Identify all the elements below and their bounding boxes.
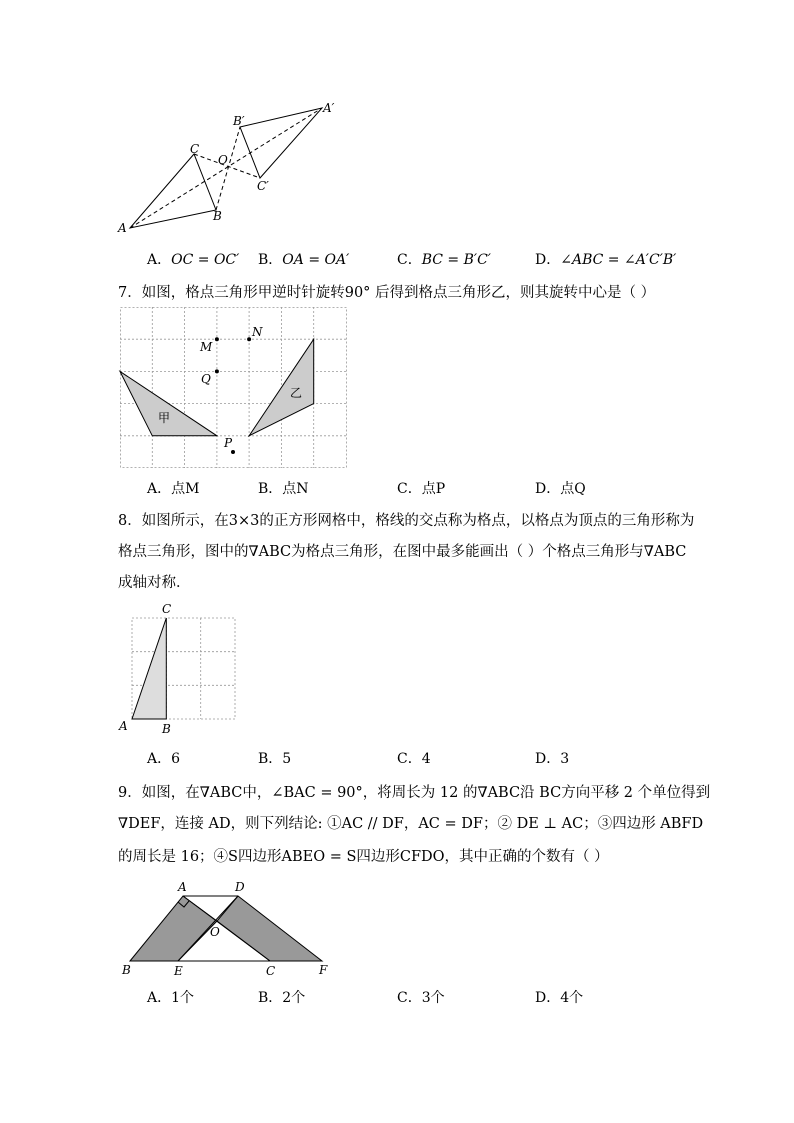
point-q bbox=[215, 369, 219, 373]
q6-options bbox=[147, 249, 767, 271]
q6-option-d[interactable]: D．∠ABC = ∠A′C′B′ bbox=[535, 252, 677, 268]
q7-figure bbox=[120, 307, 350, 469]
triangle-yi bbox=[249, 339, 314, 436]
label-b: B bbox=[162, 722, 171, 736]
point-m bbox=[215, 337, 219, 341]
q8-option-b[interactable]: B．5 bbox=[258, 751, 292, 767]
q8-figure bbox=[116, 598, 241, 738]
label-c: C bbox=[190, 142, 200, 156]
label-m: M bbox=[200, 340, 213, 354]
q9-option-c[interactable]: C．3个 bbox=[397, 990, 445, 1006]
q9-option-d[interactable]: D．4个 bbox=[535, 990, 584, 1006]
q6-option-b[interactable]: B．OA = OA′ bbox=[258, 252, 350, 268]
q6-option-c[interactable]: C．BC = B′C′ bbox=[397, 252, 491, 268]
q7-option-b[interactable]: B．点N bbox=[258, 481, 309, 497]
q9-option-a[interactable]: A．1个 bbox=[147, 990, 195, 1006]
q9-stem-line-2: ∇DEF，连接 AD，则下列结论: ①AC // DF，AC = DF；② DE ⊥ AC；③四边形 ABFD bbox=[118, 816, 704, 832]
label-a: A bbox=[118, 221, 127, 235]
label-e: E bbox=[174, 964, 183, 978]
q7-option-a[interactable]: A．点M bbox=[147, 481, 200, 497]
label-a1: A′ bbox=[323, 101, 335, 115]
label-a: A bbox=[178, 880, 187, 894]
q8-option-c[interactable]: C．4 bbox=[397, 751, 431, 767]
q9-stem-line-1: 9．如图，在∇ABC中，∠BAC = 90°，将周长为 12 的∇ABC沿 BC方向平移 2 个单位得到 bbox=[118, 785, 711, 801]
triangle-abc bbox=[132, 618, 166, 719]
q6-figure bbox=[110, 98, 350, 238]
q8-option-a[interactable]: A．6 bbox=[147, 751, 181, 767]
label-b: B bbox=[213, 209, 222, 223]
q7-stem: 7．如图，格点三角形甲逆时针旋转90° 后得到格点三角形乙，则其旋转中心是（ ） bbox=[118, 285, 656, 301]
label-p: P bbox=[224, 436, 233, 450]
q8-stem-line-2: 格点三角形，图中的∇ABC为格点三角形，在图中最多能画出（ ）个格点三角形与∇ABC bbox=[118, 544, 687, 560]
label-jia: 甲 bbox=[158, 411, 171, 425]
label-a: A bbox=[119, 719, 128, 733]
label-b: B bbox=[122, 963, 131, 977]
shaded-region-cfdo bbox=[217, 896, 322, 961]
q7-option-d[interactable]: D．点Q bbox=[535, 481, 586, 497]
q6-option-a[interactable]: A．OC = OC′ bbox=[147, 252, 240, 268]
triangle-abc bbox=[130, 154, 216, 228]
label-q: Q bbox=[201, 372, 211, 386]
label-c: C bbox=[162, 602, 172, 616]
label-c: C bbox=[266, 964, 276, 978]
q7-option-c[interactable]: C．点P bbox=[397, 481, 446, 497]
point-n bbox=[247, 337, 251, 341]
q8-option-d[interactable]: D．3 bbox=[535, 751, 570, 767]
q9-figure bbox=[118, 876, 338, 980]
label-b1: B′ bbox=[233, 114, 245, 128]
label-o: O bbox=[218, 153, 228, 167]
dashed-line-bb1 bbox=[216, 127, 240, 210]
label-yi: 乙 bbox=[290, 386, 303, 400]
label-d: D bbox=[235, 880, 245, 894]
dashed-line-aa1 bbox=[130, 108, 322, 228]
q8-options bbox=[147, 748, 767, 770]
q7-options bbox=[147, 478, 767, 500]
shaded-region-abeo bbox=[130, 896, 217, 961]
q8-stem-line-3: 成轴对称． bbox=[118, 575, 191, 591]
label-n: N bbox=[252, 325, 263, 339]
q9-options bbox=[147, 987, 767, 1009]
label-o: O bbox=[210, 925, 220, 939]
point-p bbox=[231, 450, 235, 454]
triangle-a1b1c1 bbox=[240, 108, 322, 178]
q9-stem-line-3: 的周长是 16；④S四边形ABEO = S四边形CFDO，其中正确的个数有（ ） bbox=[118, 849, 609, 865]
label-f: F bbox=[319, 963, 328, 977]
q8-stem-line-1: 8．如图所示，在3×3的正方形网格中，格线的交点称为格点，以格点为顶点的三角形称为 bbox=[118, 513, 695, 529]
label-c1: C′ bbox=[257, 179, 269, 193]
q9-option-b[interactable]: B．2个 bbox=[258, 990, 306, 1006]
